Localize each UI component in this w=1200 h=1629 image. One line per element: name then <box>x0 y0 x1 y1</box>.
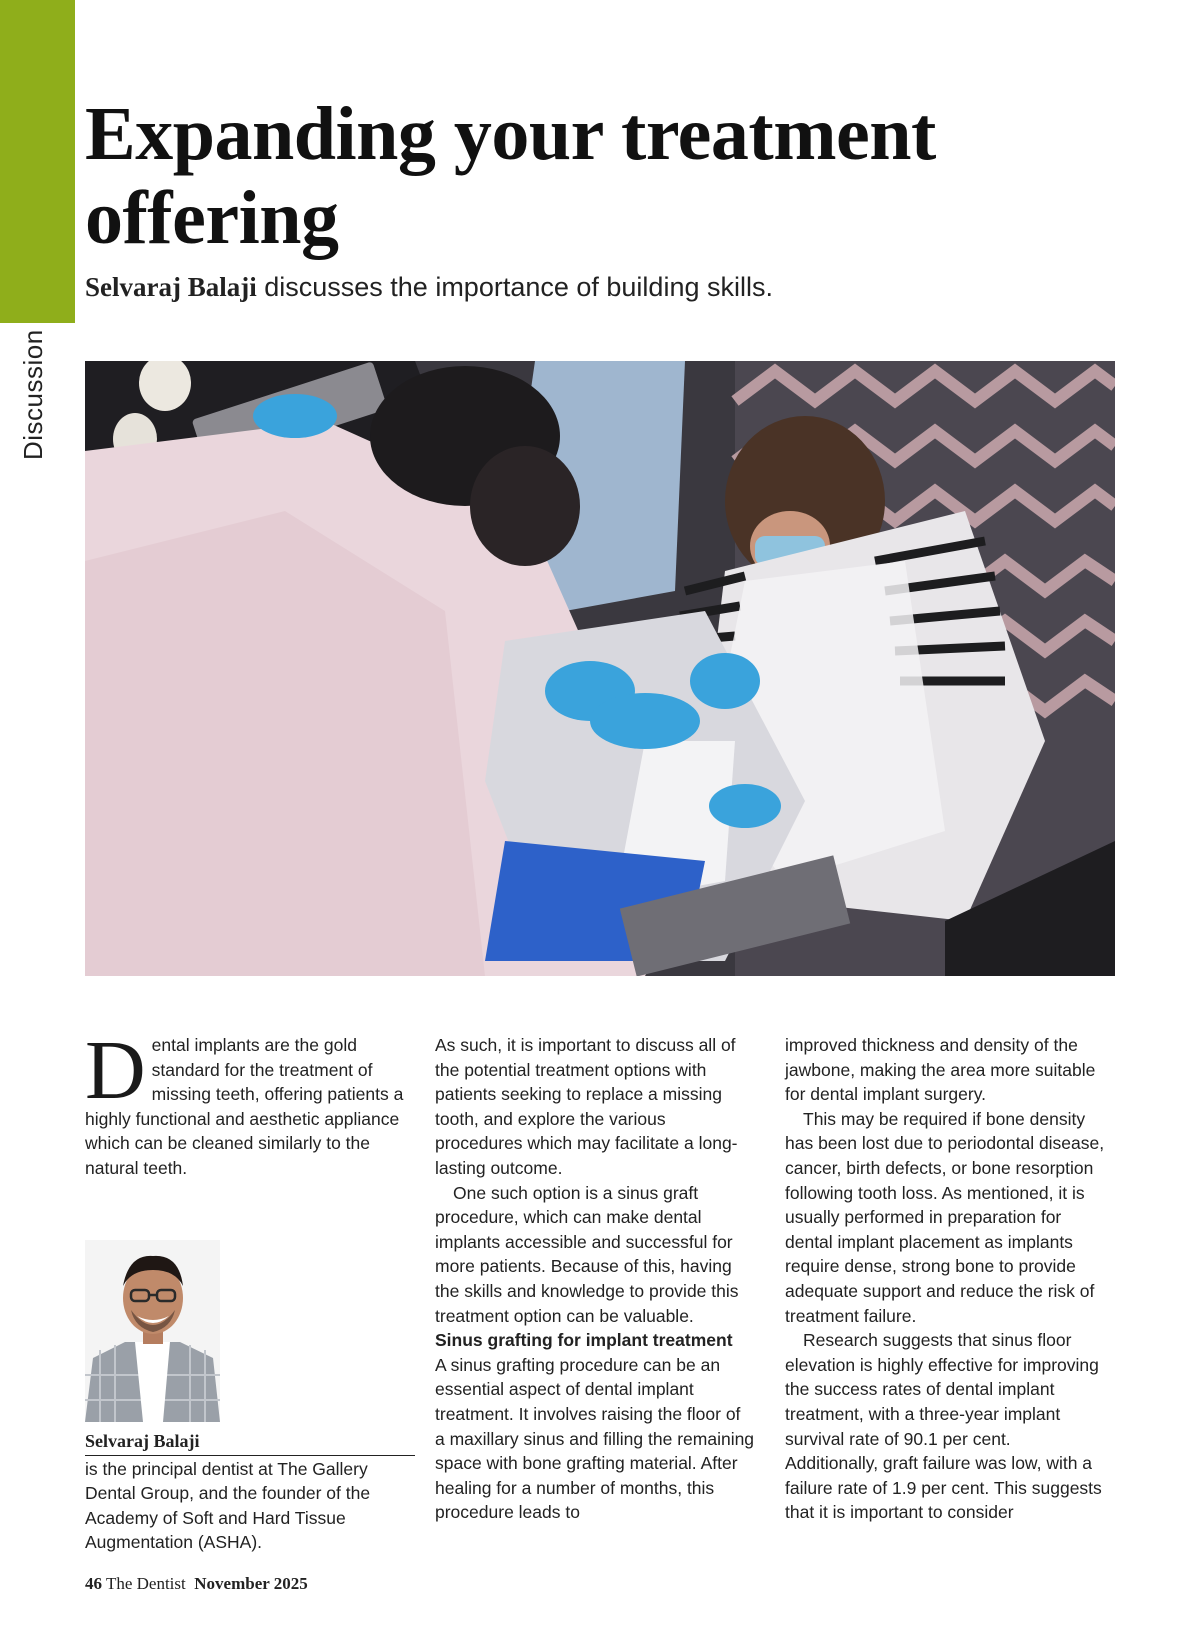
publication-name: The Dentist <box>105 1574 186 1593</box>
standfirst-text: discusses the importance of building skills. <box>256 272 773 302</box>
page-number: 46 <box>85 1574 102 1593</box>
article-title: Expanding your treatment offering <box>85 92 936 260</box>
paragraph: A sinus grafting procedure can be an essential aspect of dental implant treatment. It involves raising the floor of a maxillary sinus and filling the remaining space with bone grafting material. After healing for a number of months, this procedure leads to <box>435 1354 755 1523</box>
lead-photo <box>85 361 1115 976</box>
standfirst <box>85 272 1085 303</box>
paragraph: improved thickness and density of the jawbone, making the area more suitable for dental implant surgery. <box>785 1035 1096 1105</box>
bio-name: Selvaraj Balaji <box>85 1429 415 1456</box>
standfirst-author: Selvaraj Balaji <box>85 272 257 302</box>
section-label: Discussion <box>18 329 48 460</box>
paragraph: As such, it is important to discuss all of the potential treatment options with patients seeking to replace a missing tooth, and explore the various procedures which may facilitate a long-lasting outcome. <box>435 1035 738 1178</box>
paragraph: ental implants are the gold standard for the treatment of missing teeth, offering patients a highly functional and aesthetic appliance which can be cleaned similarly to the natural teeth. <box>85 1035 404 1178</box>
body-column-2 <box>435 1033 755 1525</box>
author-portrait <box>85 1240 220 1422</box>
bio-text: is the principal dentist at The Gallery Dental Group, and the founder of the Academy of Soft and Hard Tissue Augmentation (ASHA). <box>85 1458 371 1553</box>
issue-date: November 2025 <box>194 1574 308 1593</box>
drop-cap: D <box>85 1024 146 1117</box>
subheading: Sinus grafting for implant treatment <box>435 1330 733 1351</box>
page-footer <box>85 1574 308 1594</box>
body-column-3 <box>785 1033 1105 1525</box>
body-column-1 <box>85 1024 405 1181</box>
section-color-bar <box>0 0 75 323</box>
paragraph: One such option is a sinus graft procedure, which can make dental implants accessible and successful for more patients. Because of this, having the skills and knowledge to provide this treatment option can be valuable. <box>435 1182 739 1326</box>
author-bio <box>85 1429 415 1555</box>
paragraph: Research suggests that sinus floor elevation is highly effective for improving the success rates of dental implant treatment, with a three-year implant survival rate of 90.1 per cent. Additionally, graft failure was low, with a failure rate of 1.9 per cent. This suggests that it is important to consider <box>785 1330 1102 1523</box>
paragraph: This may be required if bone density has been lost due to periodontal disease, cancer, birth defects, or bone resorption following tooth loss. As mentioned, it is usually performed in preparation for dental implant placement as implants require dense, strong bone to provide adequate support and reduce the risk of treatment failure. <box>785 1108 1105 1326</box>
